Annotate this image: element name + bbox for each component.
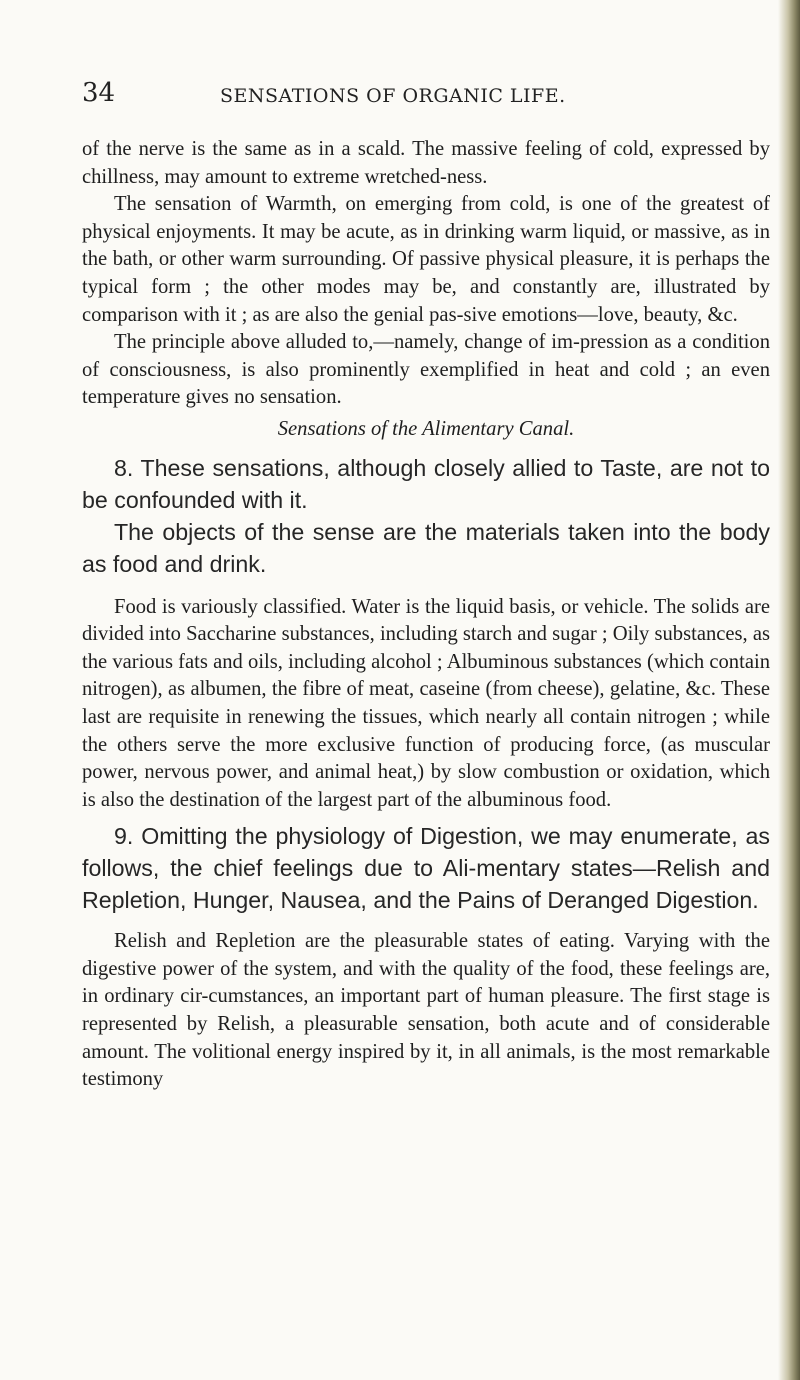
paragraph-food-classification: Food is variously classified. Water is the liquid basis, or vehicle. The solids are divided into Saccharine substances, including starch and sugar ; Oily substances, as the various fats and oils, including alcohol ; Albuminous substances (which contain nitrogen), as albumen, the fibre of meat, caseine (from cheese), gelatine, &c. These last are requisite in renewing the tissues, which nearly all contain nitrogen ; while the others serve the more exclusive function of producing force, (as muscular power, nervous power, and animal heat,) by slow combustion or oxidation, which is also the destination of the largest part of the albuminous food. — [82, 595, 771, 811]
section-subheading: Sensations of the Alimentary Canal. — [277, 417, 575, 440]
paragraph-cold-continuation: of the nerve is the same as in a scald. The massive feeling of cold, expressed by chillness, may amount to extreme wretched-ness. — [82, 138, 770, 188]
running-head — [82, 78, 772, 112]
paragraph-warmth: The sensation of Warmth, on emerging from cold, is one of the greatest of physical enjoyments. It may be acute, as in drinking warm liquid, or massive, as in the bath, or other warm surrounding. Of passive physical pleasure, it is perhaps the typical form ; the other modes may be, and constantly are, illustrated by comparison with it ; as are also the genial pas-sive emotions—love, beauty, &c. — [82, 193, 770, 326]
section-8-statement: 8. These sensations, although closely allied to Taste, are not to be confounded with it. — [82, 454, 770, 513]
running-title: SENSATIONS OF ORGANIC LIFE. — [220, 85, 566, 107]
paragraph-principle: The principle above alluded to,—namely, change of im-pression as a condition of consciousness, is also prominently exemplified in heat and cold ; an even temperature gives no sensation. — [82, 331, 770, 409]
page-number: 34 — [82, 78, 116, 108]
body-text — [82, 136, 770, 1094]
section-8-objects: The objects of the sense are the materials taken into the body as food and drink. — [82, 518, 770, 577]
page-edge-shadow — [778, 0, 800, 1380]
paragraph-relish-repletion: Relish and Repletion are the pleasurable states of eating. Varying with the digestive power of the system, and with the quality of the food, these feelings are, in ordinary cir-cumstances, an important part of human pleasure. The first stage is represented by Relish, a pleasurable sensation, both acute and of considerable amount. The volitional energy inspired by it, in all animals, is the most remarkable testimony — [82, 930, 770, 1091]
section-9-statement: 9. Omitting the physiology of Digestion, we may enumerate, as follows, the chief feelings due to Ali-mentary states—Relish and Repletion, Hunger, Nausea, and the Pains of Deranged Digestion. — [82, 823, 770, 914]
